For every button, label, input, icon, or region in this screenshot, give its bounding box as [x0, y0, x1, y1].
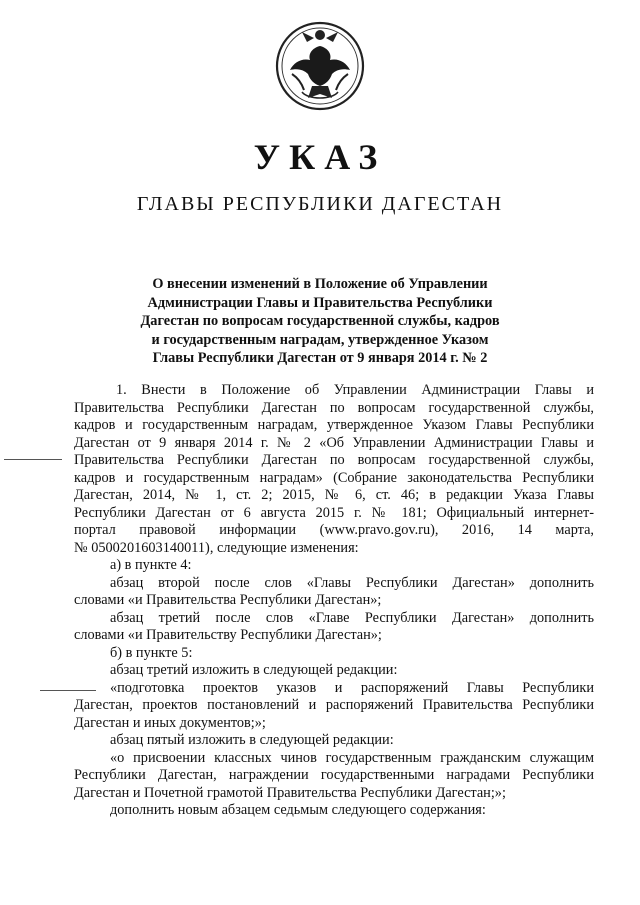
body-line: Дагестан и иных документов;»; — [74, 714, 266, 731]
body-line: абзац третий изложить в следующей редакции: — [110, 662, 398, 678]
heading-line: Администрации Главы и Правительства Республики — [147, 294, 493, 311]
body-line: Дагестан, 2014, № 1, ст. 2; 2015, № 6, ст. 46; в редакции Указа Главы — [74, 487, 594, 503]
body-line: Правительства Республики Дагестан по вопросам государственной службы, — [74, 399, 594, 416]
margin-mark — [4, 459, 62, 460]
body-line: Дагестан и Почетной грамотой Правительства Республики Дагестан;»; — [74, 784, 506, 801]
body-line: Дагестан от 9 января 2014 г. № 2 «Об Управлении Администрации Главы и — [74, 434, 594, 451]
body-line: портал правовой информации (www.pravo.gov.ru), 2016, 14 марта, — [74, 522, 594, 538]
document-subtitle: ГЛАВЫ РЕСПУБЛИКИ ДАГЕСТАН — [136, 193, 504, 215]
heading-line: Дагестан по вопросам государственной службы, кадров — [140, 313, 500, 330]
body-line: абзац второй после слов «Главы Республики Дагестан» дополнить — [110, 574, 594, 591]
body-line: словами «и Правительству Республики Дагестан»; — [74, 627, 382, 643]
body-line: б) в пункте 5: — [110, 644, 193, 661]
body-line: Дагестан, проектов постановлений и распоряжений Правительства Республики — [74, 697, 594, 713]
body-line: Республики Дагестан, награждении государственными наградами Республики — [74, 767, 594, 783]
coat-of-arms-icon — [272, 18, 368, 114]
decree-body — [74, 382, 594, 820]
body-line: Республики Дагестан от 6 августа 2015 г. № 181; Официальный интернет- — [74, 504, 594, 521]
body-line: кадров и государственным наградам» (Собрание законодательства Республики — [74, 469, 594, 486]
body-line: дополнить новым абзацем седьмым следующего содержания: — [110, 802, 486, 818]
document-title: УКАЗ — [253, 137, 387, 177]
body-line: абзац третий после слов «Главе Республики Дагестан» дополнить — [110, 609, 594, 626]
margin-mark — [40, 690, 96, 691]
body-line: № 0500201603140011), следующие изменения: — [74, 539, 359, 556]
body-line: Правительства Республики Дагестан по вопросам государственной службы, — [74, 452, 594, 468]
decree-heading — [110, 275, 530, 368]
body-line: 1. Внести в Положение об Управлении Администрации Главы и — [116, 382, 594, 398]
body-line: а) в пункте 4: — [110, 557, 192, 573]
heading-line: Главы Республики Дагестан от 9 января 2014 г. № 2 — [152, 350, 488, 367]
body-line: «подготовка проектов указов и распоряжений Главы Республики — [110, 679, 594, 696]
body-line: словами «и Правительства Республики Дагестан»; — [74, 592, 382, 608]
body-line: «о присвоении классных чинов государственным гражданским служащим — [110, 749, 594, 766]
body-line: кадров и государственным наградам, утвержденное Указом Главы Республики — [74, 417, 594, 433]
heading-line: и государственным наградам, утвержденное Указом — [151, 331, 489, 348]
body-line: абзац пятый изложить в следующей редакции: — [110, 732, 394, 748]
heading-line: О внесении изменений в Положение об Управлении — [152, 276, 488, 292]
